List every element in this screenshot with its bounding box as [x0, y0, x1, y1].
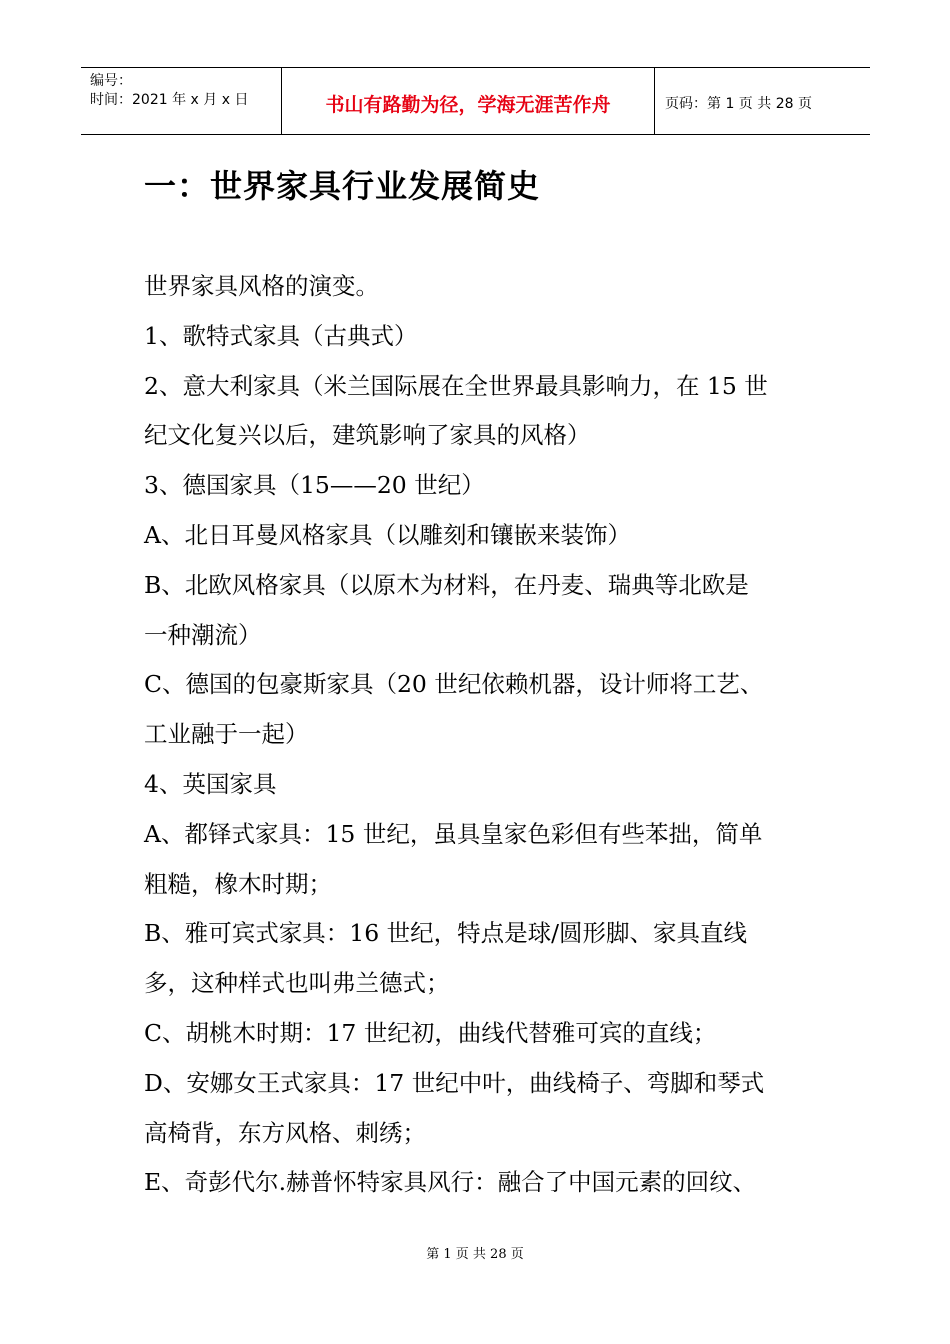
- paragraph-line: 多，这种样式也叫弗兰德式；: [144, 969, 450, 998]
- paragraph-line: A、都铎式家具：15 世纪，虽具皇家色彩但有些苯拙，简单: [144, 819, 763, 848]
- page-header: [81, 67, 870, 135]
- header-motto: 书山有路勤为径，学海无涯苦作舟: [282, 68, 655, 134]
- paragraph-line: 世界家具风格的演变。: [144, 272, 379, 300]
- paragraph-line: 粗糙，橡木时期；: [144, 869, 332, 898]
- document-number-label: 编号：: [90, 73, 132, 89]
- paragraph-line: 1、歌特式家具（古典式）: [144, 321, 418, 350]
- paragraph-line: 3、德国家具（15——20 世纪）: [144, 471, 485, 500]
- paragraph-line: C、德国的包豪斯家具（20 世纪依赖机器，设计师将工艺、: [144, 670, 764, 699]
- paragraph-line: B、北欧风格家具（以原木为材料，在丹麦、瑞典等北欧是: [144, 570, 749, 599]
- paragraph-line: C、胡桃木时期：17 世纪初，曲线代替雅可宾的直线；: [144, 1018, 717, 1047]
- document-body: [144, 262, 809, 1208]
- paragraph-line: 纪文化复兴以后，建筑影响了家具的风格）: [144, 421, 591, 450]
- header-page-info: 页码：第 1 页 共 28 页: [665, 96, 812, 112]
- paragraph-line: B、雅可宾式家具：16 世纪，特点是球/圆形脚、家具直线: [144, 919, 748, 948]
- paragraph-line: D、安娜女王式家具：17 世纪中叶，曲线椅子、弯脚和琴式: [144, 1068, 765, 1097]
- paragraph-line: E、奇彭代尔.赫普怀特家具风行：融合了中国元素的回纹、: [144, 1168, 757, 1197]
- header-meta: [81, 68, 282, 134]
- paragraph-line: 工业融于一起）: [144, 720, 309, 749]
- paragraph-line: A、北日耳曼风格家具（以雕刻和镶嵌来装饰）: [144, 520, 631, 549]
- section-title: 一：世界家具行业发展简史: [144, 167, 541, 205]
- document-date: 时间：2021 年 x 月 x 日: [90, 92, 249, 108]
- paragraph-line: 一种潮流）: [144, 620, 262, 649]
- paragraph-line: 4、英国家具: [144, 769, 277, 798]
- paragraph-line: 高椅背，东方风格、刺绣；: [144, 1118, 426, 1147]
- page-footer: 第 1 页 共 28 页: [426, 1247, 524, 1262]
- paragraph-line: 2、意大利家具（米兰国际展在全世界最具影响力，在 15 世: [144, 371, 768, 400]
